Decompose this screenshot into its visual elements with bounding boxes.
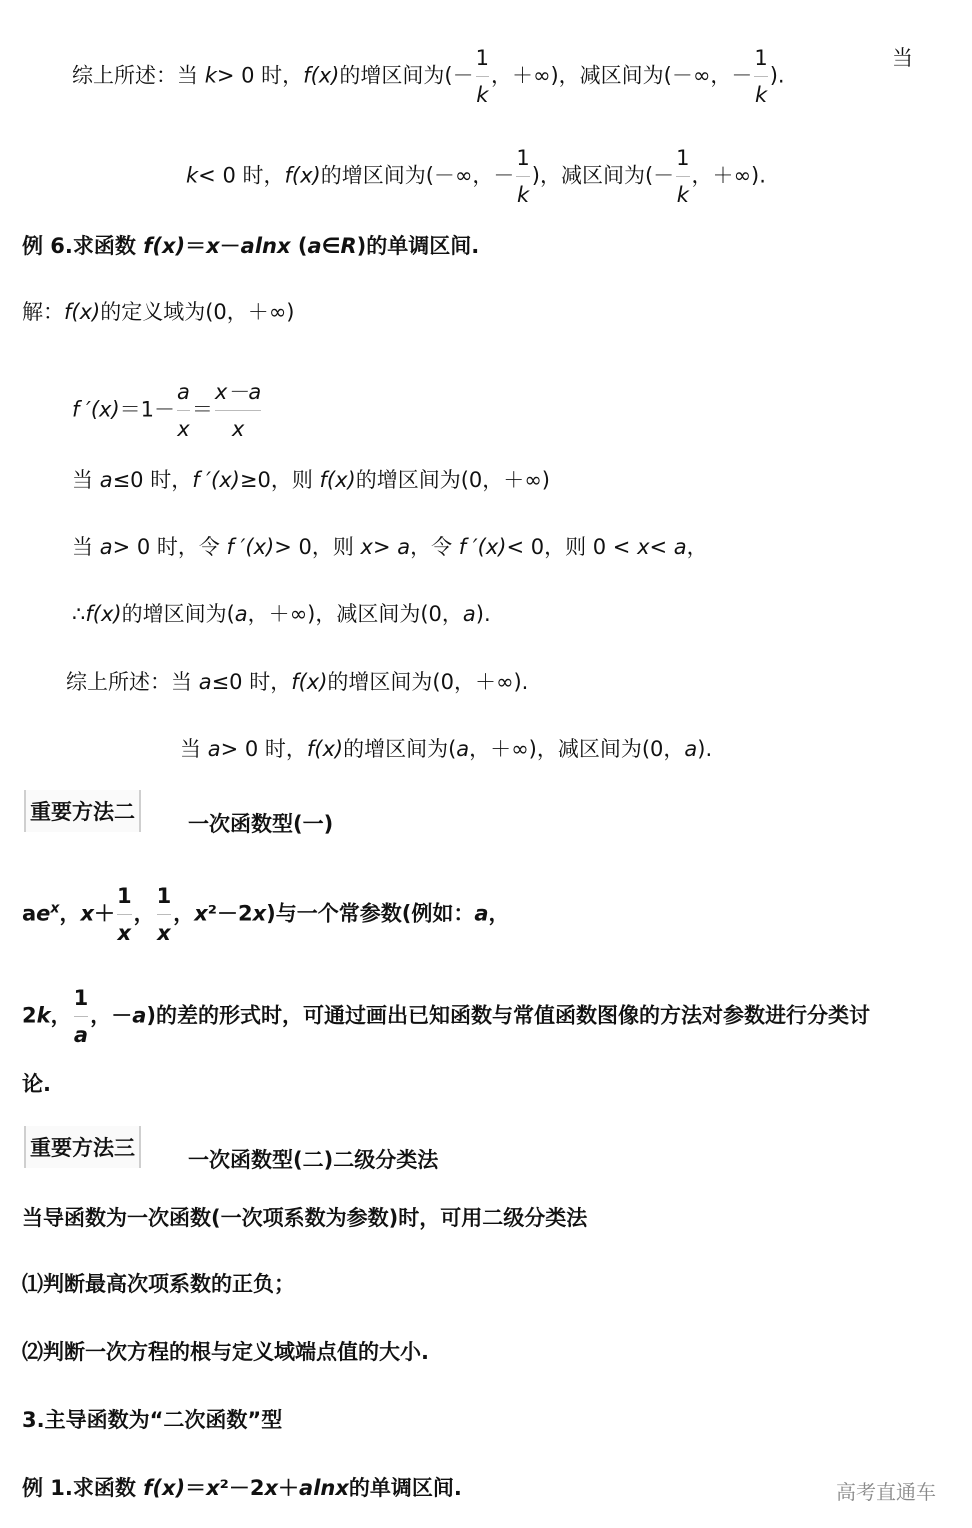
text: 的单调区间. bbox=[348, 1476, 462, 1500]
text: ≤0 时， bbox=[112, 468, 193, 492]
fraction-bar bbox=[117, 914, 132, 915]
derivative: f ′(x) bbox=[192, 468, 240, 492]
text: 当 bbox=[892, 46, 913, 70]
text: ， bbox=[173, 901, 195, 926]
conclusion-line bbox=[72, 600, 491, 628]
fraction-bar bbox=[157, 914, 172, 915]
var-a: a bbox=[198, 670, 212, 694]
text: > 0 时， bbox=[220, 737, 307, 761]
text: ＝ bbox=[185, 234, 207, 258]
func-f: f(x) bbox=[64, 300, 101, 324]
numerator: 1 bbox=[117, 884, 132, 908]
text: ≥0，则 bbox=[239, 468, 320, 492]
text: > 0 时，令 bbox=[112, 535, 227, 559]
fraction bbox=[157, 882, 172, 947]
method-2-title: 一次函数型(一) bbox=[188, 812, 334, 836]
text: 的增区间为(0，＋∞) bbox=[355, 468, 550, 492]
text: ，＋∞)，减区间为(0， bbox=[247, 602, 463, 626]
fraction-bar bbox=[74, 1016, 89, 1017]
var-k: k bbox=[186, 163, 199, 188]
fraction bbox=[754, 44, 767, 109]
method-3-desc: 当导函数为一次函数(一次项系数为参数)时，可用二级分类法 bbox=[22, 1206, 588, 1230]
text: 的增区间为( bbox=[121, 602, 235, 626]
summary-k-positive bbox=[72, 44, 785, 109]
numerator: 1 bbox=[516, 146, 530, 170]
solution-domain bbox=[22, 298, 294, 326]
var-a: a bbox=[132, 1003, 147, 1028]
method-3-title: 一次函数型(二)二级分类法 bbox=[188, 1148, 439, 1172]
text: 当 bbox=[180, 737, 208, 761]
text: ，令 bbox=[410, 535, 459, 559]
fraction-bar bbox=[476, 76, 489, 77]
text: 的增区间为(－ bbox=[339, 63, 474, 88]
var-a: a bbox=[456, 737, 470, 761]
derivative-formula bbox=[72, 378, 263, 443]
var-a: a bbox=[207, 737, 221, 761]
text: < 0，则 0 < bbox=[506, 535, 638, 559]
fraction bbox=[74, 984, 89, 1049]
numerator: 1 bbox=[676, 146, 690, 170]
text: > 0 时， bbox=[216, 63, 304, 88]
text: a bbox=[22, 901, 37, 926]
expr: alnx bbox=[240, 234, 291, 258]
text: )与一个常参数(例如： bbox=[266, 901, 475, 926]
text: ＋ bbox=[278, 1476, 300, 1500]
var-k: k bbox=[36, 1003, 51, 1028]
func-f: f(x) bbox=[143, 234, 186, 258]
method-2-desc-line3: 论. bbox=[22, 1072, 51, 1096]
text: )的差的形式时，可通过画出已知函数与常值函数图像的方法对参数进行分类讨 bbox=[146, 1003, 870, 1028]
text: ＝ bbox=[185, 1476, 207, 1500]
denominator: k bbox=[476, 83, 489, 107]
denominator: x bbox=[157, 921, 171, 945]
example-1-title bbox=[22, 1474, 462, 1502]
section-3-title: 3.主导函数为“二次函数”型 bbox=[22, 1408, 283, 1432]
var-x: x bbox=[360, 535, 373, 559]
var-x: x bbox=[252, 901, 267, 926]
var-x: x bbox=[80, 901, 94, 926]
numerator: 1 bbox=[754, 46, 768, 70]
example-6-title bbox=[22, 232, 479, 260]
var-a: a bbox=[462, 602, 476, 626]
var-x: x bbox=[194, 901, 208, 926]
fraction-bar bbox=[676, 176, 689, 177]
text: )，减区间为(－ bbox=[531, 163, 675, 188]
text: 的增区间为( bbox=[343, 737, 457, 761]
var-a: a bbox=[673, 535, 687, 559]
denominator: x bbox=[177, 417, 190, 441]
fraction bbox=[516, 144, 529, 209]
text: )的单调区间. bbox=[356, 234, 480, 258]
numerator: 1 bbox=[156, 884, 172, 908]
text: 解： bbox=[22, 300, 64, 324]
text: ( bbox=[290, 234, 308, 258]
method-2-desc-line2 bbox=[22, 984, 870, 1049]
func-f: f(x) bbox=[319, 468, 356, 492]
summary-k-negative bbox=[186, 144, 766, 209]
text: < bbox=[649, 535, 674, 559]
text: ， bbox=[50, 1003, 72, 1028]
summary-a-nonpositive bbox=[66, 668, 528, 696]
func-f: f(x) bbox=[284, 163, 321, 188]
denominator: x bbox=[117, 921, 132, 945]
fraction bbox=[117, 882, 132, 947]
fraction-bar bbox=[754, 76, 767, 77]
var-a: a bbox=[474, 901, 489, 926]
numerator: x－a bbox=[214, 380, 262, 404]
derivative: f ′(x) bbox=[458, 535, 507, 559]
fraction bbox=[215, 378, 261, 443]
numerator: 1 bbox=[475, 46, 489, 70]
var-k: k bbox=[204, 63, 217, 88]
text: ). bbox=[769, 63, 785, 88]
var-a: a bbox=[234, 602, 248, 626]
text: 的定义域为(0，＋∞) bbox=[100, 300, 295, 324]
text: －2 bbox=[217, 901, 253, 926]
text: 综上所述：当 bbox=[72, 63, 205, 88]
fraction-bar bbox=[177, 410, 190, 411]
text: ). bbox=[475, 602, 491, 626]
superscript: ² bbox=[219, 1476, 229, 1500]
text: ＝1－ bbox=[119, 397, 176, 422]
var-x: x bbox=[206, 1476, 220, 1500]
expr: a∈R bbox=[307, 234, 357, 258]
text: － bbox=[219, 234, 241, 258]
var-a: a bbox=[684, 737, 698, 761]
text: ≤0 时， bbox=[211, 670, 292, 694]
numerator: 1 bbox=[73, 986, 89, 1010]
var-a: a bbox=[99, 468, 113, 492]
text: ，＋∞). bbox=[691, 163, 766, 188]
text: ，＋∞)，减区间为(0， bbox=[469, 737, 685, 761]
superscript: ² bbox=[207, 901, 217, 926]
text: ， bbox=[133, 901, 155, 926]
fraction bbox=[476, 44, 489, 109]
text: ∴ bbox=[72, 602, 86, 626]
text: 的增区间为(－∞，－ bbox=[320, 163, 515, 188]
var-a: a bbox=[99, 535, 113, 559]
derivative: f ′(x) bbox=[72, 397, 120, 422]
var-x: x bbox=[637, 535, 650, 559]
numerator: a bbox=[177, 380, 190, 404]
denominator: a bbox=[73, 1023, 88, 1047]
func-f: f(x) bbox=[303, 63, 340, 88]
var-x: x bbox=[264, 1476, 279, 1500]
var-x: x bbox=[206, 234, 220, 258]
step-2: ⑵判断一次方程的根与定义域端点值的大小. bbox=[22, 1340, 429, 1364]
text: 综上所述：当 bbox=[66, 670, 199, 694]
text: ＝ bbox=[191, 397, 213, 422]
fraction bbox=[676, 144, 689, 209]
expr: alnx bbox=[299, 1476, 349, 1500]
method-2-label: 重要方法二 bbox=[24, 790, 141, 832]
denominator: k bbox=[516, 183, 530, 207]
denominator: x bbox=[231, 417, 245, 441]
text: 当 bbox=[72, 468, 100, 492]
exponent: x bbox=[50, 900, 60, 917]
text: ， bbox=[686, 535, 708, 559]
denominator: k bbox=[676, 183, 689, 207]
step-1: ⑴判断最高次项系数的正负； bbox=[22, 1272, 295, 1296]
case-a-nonpositive bbox=[72, 466, 550, 494]
watermark: 高考直通车 bbox=[836, 1480, 936, 1504]
var-e: e bbox=[36, 901, 51, 926]
text: 2 bbox=[22, 1003, 37, 1028]
denominator: k bbox=[754, 83, 768, 107]
var-a: a bbox=[397, 535, 411, 559]
case-a-positive bbox=[72, 533, 708, 561]
func-f: f(x) bbox=[306, 737, 344, 761]
text: 例 6.求函数 bbox=[22, 234, 144, 258]
fraction-bar bbox=[516, 176, 529, 177]
text: 当 bbox=[72, 535, 100, 559]
fraction bbox=[177, 378, 190, 443]
text: < 0 时， bbox=[198, 163, 285, 188]
text: ， bbox=[488, 901, 510, 926]
derivative: f ′(x) bbox=[226, 535, 275, 559]
text: 的增区间为(0，＋∞). bbox=[327, 670, 529, 694]
text: > 0，则 bbox=[274, 535, 361, 559]
text: 例 1.求函数 bbox=[22, 1476, 144, 1500]
summary-a-positive bbox=[180, 735, 712, 763]
text: ，－ bbox=[90, 1003, 133, 1028]
text: ， bbox=[59, 901, 81, 926]
text: ). bbox=[697, 737, 713, 761]
method-2-desc-line1 bbox=[22, 882, 510, 947]
func-f: f(x) bbox=[143, 1476, 186, 1500]
text: > bbox=[372, 535, 398, 559]
func-f: f(x) bbox=[291, 670, 328, 694]
text: ＋ bbox=[94, 901, 115, 926]
text: ，＋∞)，减区间为(－∞，－ bbox=[490, 63, 753, 88]
text: －2 bbox=[228, 1476, 265, 1500]
func-f: f(x) bbox=[85, 602, 122, 626]
fraction-bar bbox=[215, 410, 261, 411]
method-3-label: 重要方法三 bbox=[24, 1126, 141, 1168]
